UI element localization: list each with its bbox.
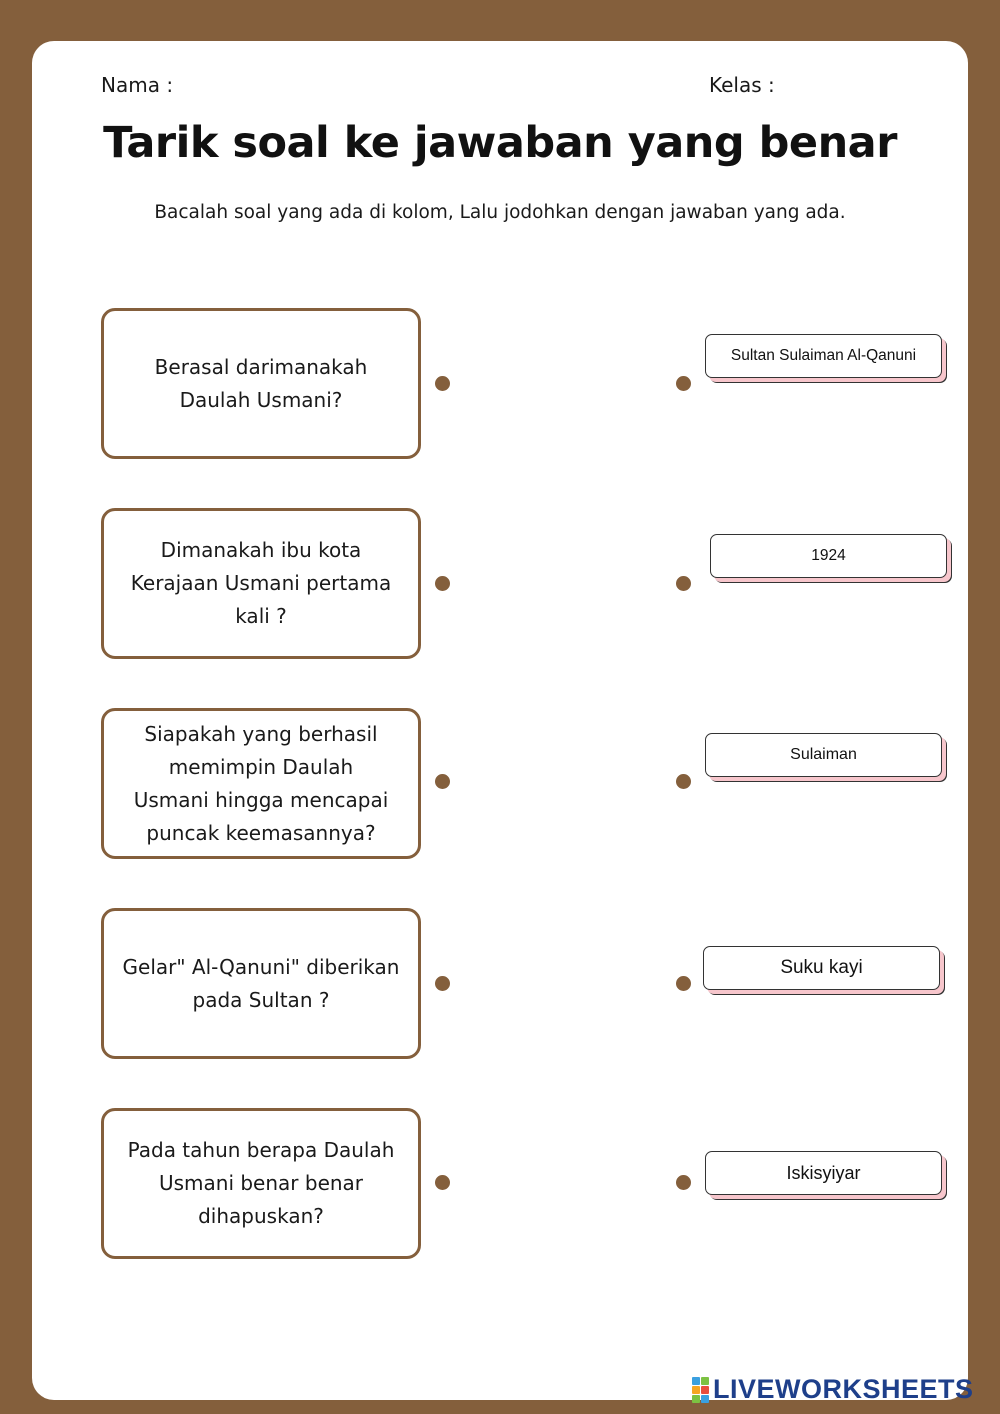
question-dot-4[interactable]: [435, 976, 450, 991]
liveworksheets-logo: [692, 1374, 974, 1405]
question-dot-5[interactable]: [435, 1175, 450, 1190]
question-box-3: [101, 708, 421, 859]
answer-text: Sultan Sulaiman Al-Qanuni: [730, 347, 917, 364]
answer-dot-2[interactable]: [676, 576, 691, 591]
answer-dot-3[interactable]: [676, 774, 691, 789]
answer-text: Iskisyiyar: [786, 1162, 861, 1183]
nama-label: Nama :: [101, 73, 174, 97]
answer-card-1[interactable]: [705, 334, 942, 378]
answer-text: Suku kayi: [780, 957, 863, 978]
answer-dot-1[interactable]: [676, 376, 691, 391]
answer-card-2[interactable]: [710, 534, 947, 578]
answer-card-5[interactable]: [705, 1151, 942, 1195]
answer-card-4[interactable]: [703, 946, 940, 990]
answer-dot-5[interactable]: [676, 1175, 691, 1190]
page-title: Tarik soal ke jawaban yang benar: [103, 118, 897, 168]
instructions-text: Bacalah soal yang ada di kolom, Lalu jodohkan dengan jawaban yang ada.: [154, 202, 846, 223]
answer-card-3[interactable]: [705, 733, 942, 777]
question-text: Siapakah yang berhasil memimpin Daulah Usmani hingga mencapai puncak keemasannya?: [133, 721, 389, 845]
question-text: Berasal darimanakah Daulah Usmani?: [154, 354, 368, 412]
question-dot-1[interactable]: [435, 376, 450, 391]
liveworksheets-logo-icon: [692, 1377, 709, 1403]
answer-dot-4[interactable]: [676, 976, 691, 991]
question-dot-2[interactable]: [435, 576, 450, 591]
question-text: Dimanakah ibu kota Kerajaan Usmani pertama kali ?: [130, 538, 392, 628]
answer-text: 1924: [811, 547, 846, 564]
kelas-label: Kelas :: [709, 73, 775, 97]
question-box-2: [101, 508, 421, 659]
question-box-5: [101, 1108, 421, 1259]
brand-name: LIVEWORKSHEETS: [713, 1374, 974, 1404]
question-text: Pada tahun berapa Daulah Usmani benar benar dihapuskan?: [127, 1138, 395, 1228]
answer-text: Sulaiman: [790, 746, 857, 763]
question-box-1: [101, 308, 421, 459]
question-box-4: [101, 908, 421, 1059]
question-dot-3[interactable]: [435, 774, 450, 789]
question-text: Gelar" Al-Qanuni" diberikan pada Sultan ?: [122, 954, 400, 1012]
